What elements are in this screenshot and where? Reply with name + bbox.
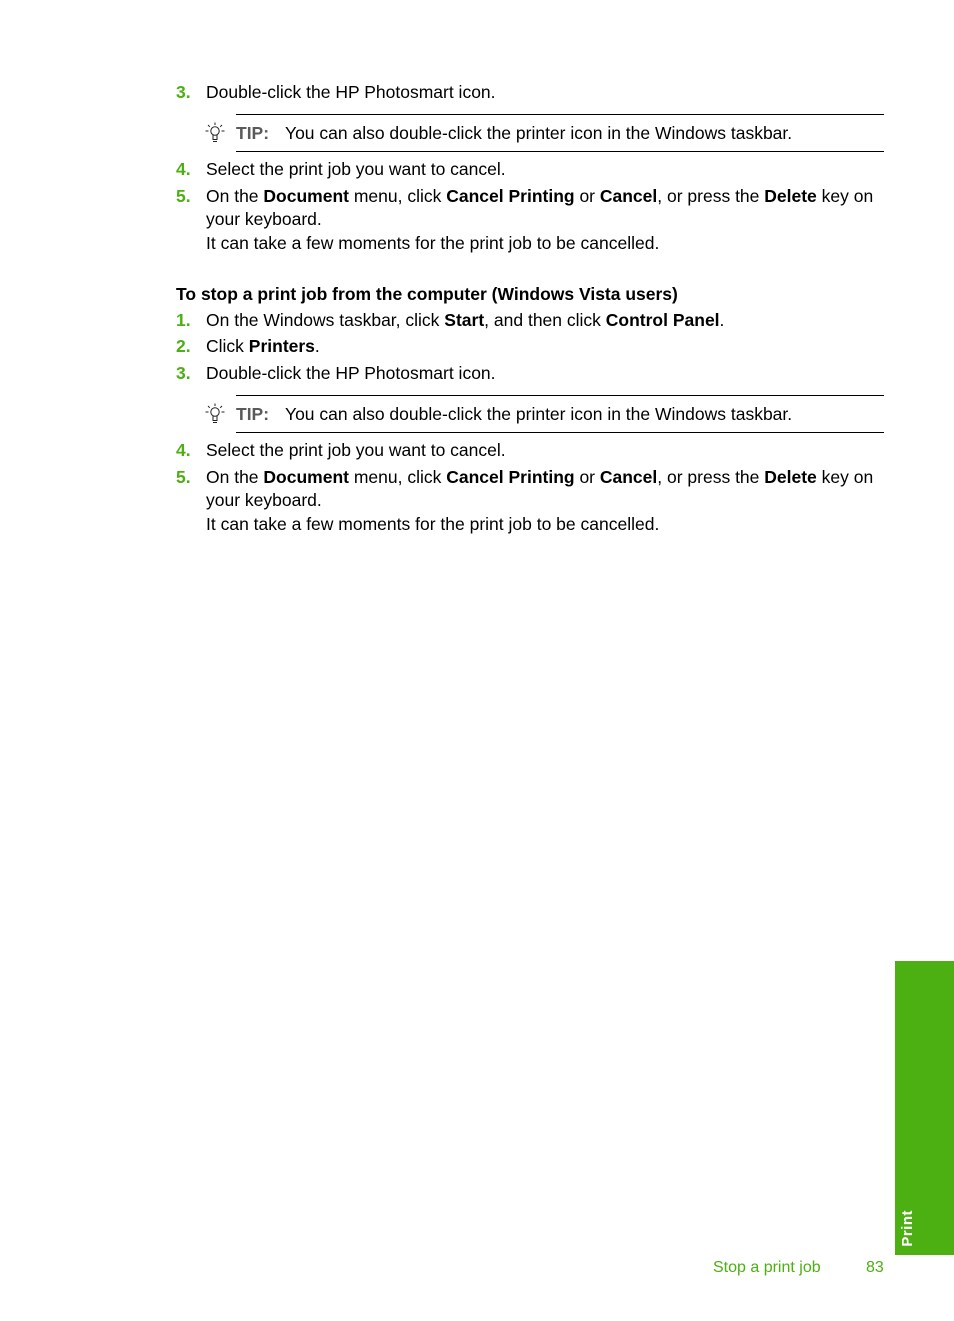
step-1 [176, 309, 886, 332]
step-3 [176, 81, 886, 104]
step-text: Select the print job you want to cancel. [206, 159, 506, 179]
step-text: Click Printers. [206, 336, 320, 356]
step-3 [176, 362, 886, 385]
step-note: It can take a few moments for the print job to be cancelled. [206, 233, 660, 253]
tip-text: You can also double-click the printer icon in the Windows taskbar. [285, 123, 793, 143]
footer-section-title: Stop a print job [713, 1259, 821, 1276]
tip-label: TIP: [236, 404, 270, 424]
step-note: It can take a few moments for the print job to be cancelled. [206, 514, 660, 534]
tip-text: You can also double-click the printer icon in the Windows taskbar. [285, 404, 793, 424]
chapter-tab-label: Print [899, 1210, 916, 1247]
step-5 [176, 466, 886, 536]
step-2 [176, 335, 886, 358]
step-line: On the Document menu, click Cancel Printing or Cancel, or press the Delete key on your keyboard. [206, 186, 874, 229]
tip-box [236, 395, 884, 433]
page-number: 83 [866, 1259, 884, 1276]
step-number: 2. [176, 336, 191, 356]
step-text: Double-click the HP Photosmart icon. [206, 82, 496, 102]
step-text [206, 466, 886, 536]
step-number: 5. [176, 186, 191, 206]
chapter-tab [895, 961, 954, 1255]
step-line: On the Document menu, click Cancel Printing or Cancel, or press the Delete key on your keyboard. [206, 467, 874, 510]
step-number: 3. [176, 82, 191, 102]
step-text [206, 185, 886, 255]
step-number: 4. [176, 159, 191, 179]
step-4 [176, 439, 886, 462]
step-4 [176, 158, 886, 181]
step-text: Select the print job you want to cancel. [206, 440, 506, 460]
step-number: 3. [176, 363, 191, 383]
lightbulb-icon [205, 122, 225, 144]
step-text: Double-click the HP Photosmart icon. [206, 363, 496, 383]
lightbulb-icon [205, 403, 225, 425]
tip-label: TIP: [236, 123, 270, 143]
step-text: On the Windows taskbar, click Start, and then click Control Panel. [206, 310, 725, 330]
step-number: 1. [176, 310, 191, 330]
step-number: 4. [176, 440, 191, 460]
tip-box [236, 114, 884, 152]
step-5 [176, 185, 886, 255]
step-number: 5. [176, 467, 191, 487]
section-heading: To stop a print job from the computer (Windows Vista users) [176, 284, 678, 304]
